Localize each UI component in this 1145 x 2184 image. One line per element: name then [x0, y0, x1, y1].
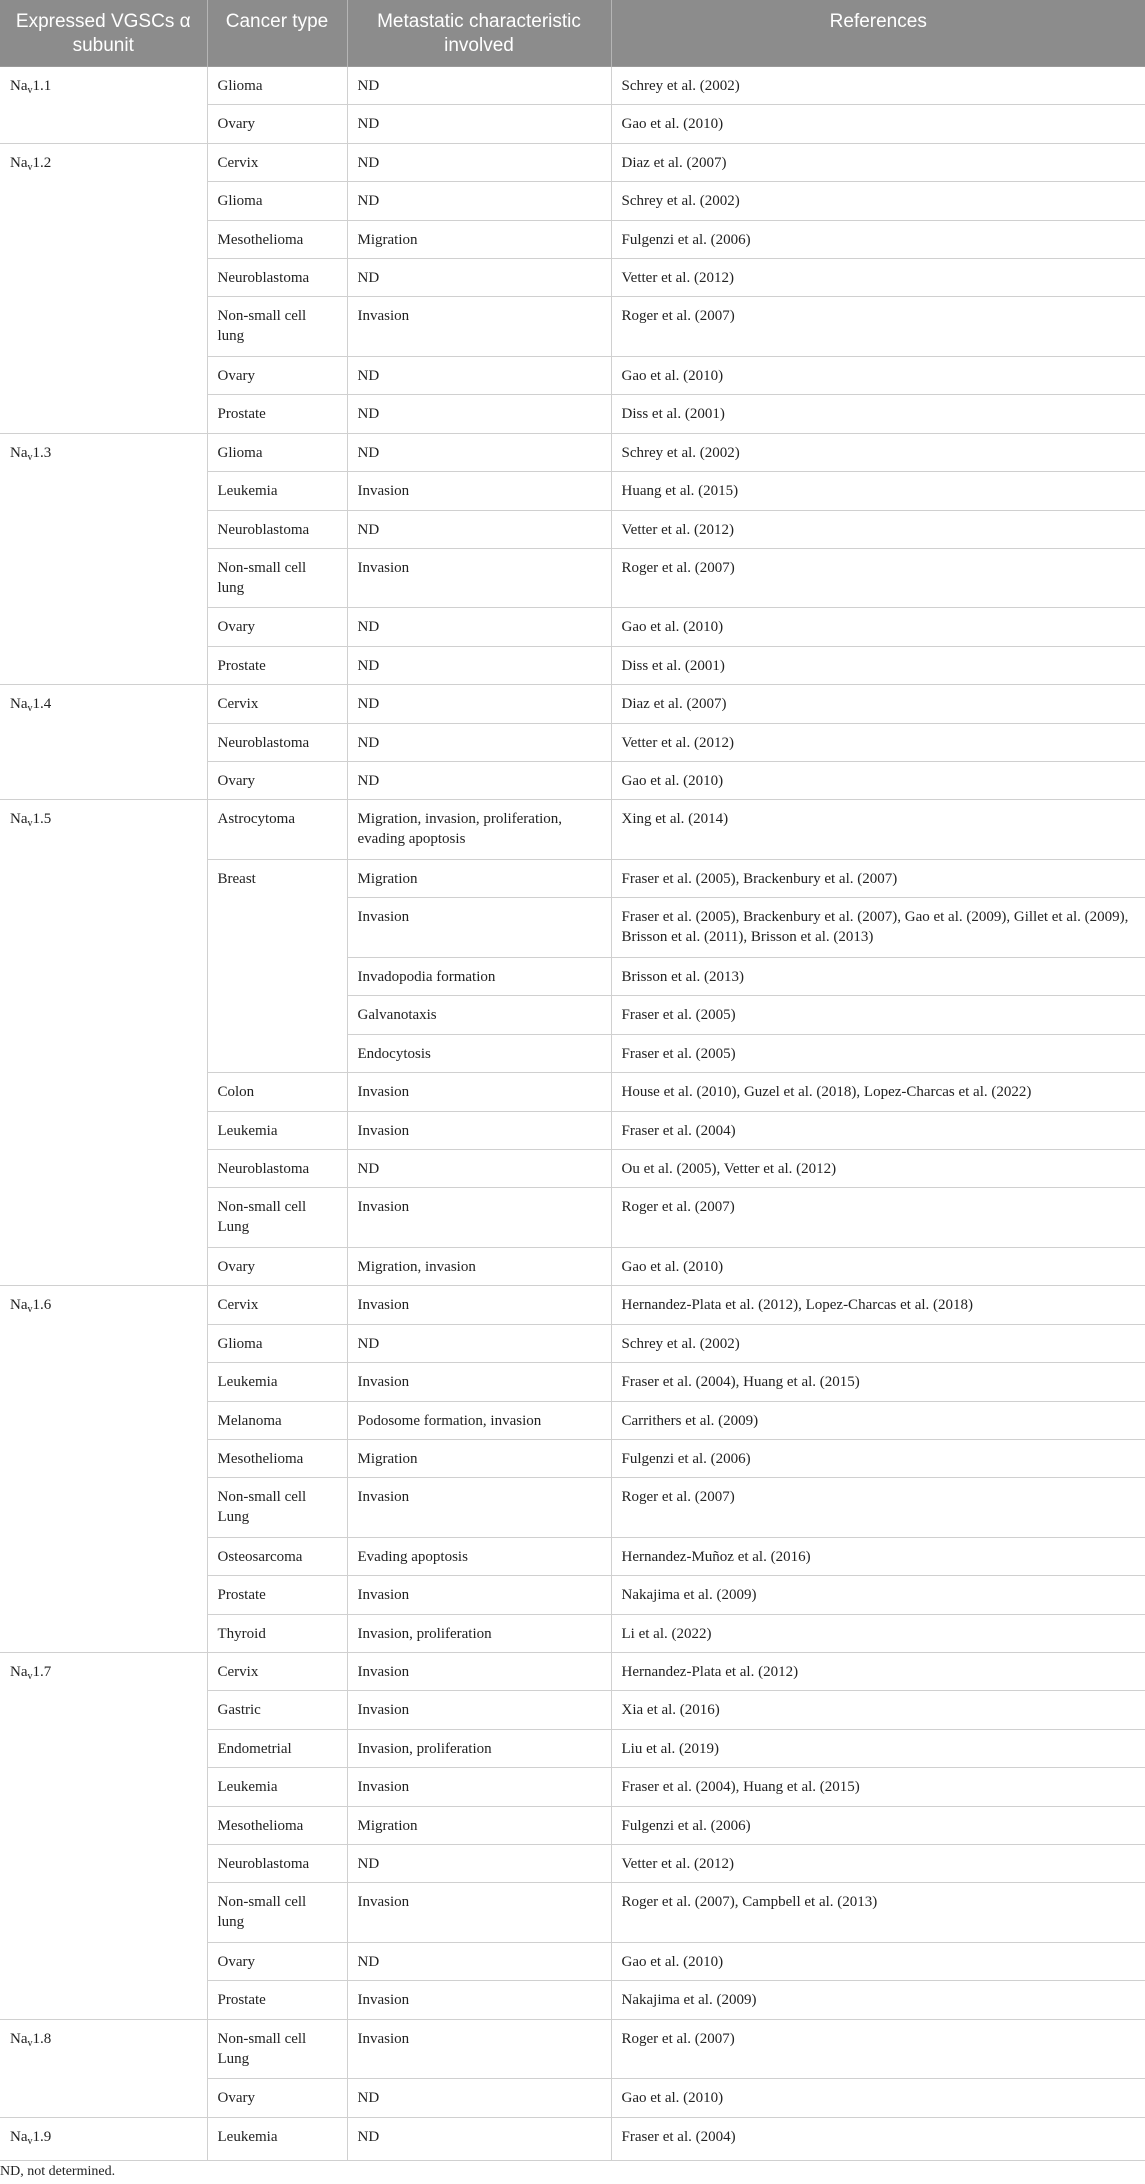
reference-cell: Liu et al. (2019)	[611, 1729, 1145, 1767]
reference-cell: Hernandez-Muñoz et al. (2016)	[611, 1537, 1145, 1575]
reference-cell: Vetter et al. (2012)	[611, 510, 1145, 548]
metastatic-cell: Invasion	[347, 1883, 611, 1943]
metastatic-cell: Evading apoptosis	[347, 1537, 611, 1575]
reference-cell: Carrithers et al. (2009)	[611, 1401, 1145, 1439]
metastatic-cell: Invasion	[347, 1768, 611, 1806]
metastatic-cell: ND	[347, 356, 611, 394]
header-subunit: Expressed VGSCs α subunit	[0, 0, 207, 67]
table-row	[0, 2117, 1145, 2160]
subunit-number: 1.3	[32, 444, 52, 461]
subunit-cell	[0, 2019, 207, 2117]
reference-cell: Nakajima et al. (2009)	[611, 1576, 1145, 1614]
cancer-type-cell: Glioma	[207, 67, 347, 105]
subunit-cell	[0, 685, 207, 800]
metastatic-cell: Invasion	[347, 898, 611, 958]
cancer-type-cell: Neuroblastoma	[207, 258, 347, 296]
metastatic-cell: Invasion	[347, 1111, 611, 1149]
metastatic-cell: Invasion, proliferation	[347, 1729, 611, 1767]
metastatic-cell: ND	[347, 1943, 611, 1981]
cancer-type-cell: Leukemia	[207, 2117, 347, 2160]
reference-cell: Gao et al. (2010)	[611, 1247, 1145, 1285]
subunit-subscript: v	[27, 703, 33, 715]
subunit-base: Na	[10, 444, 28, 461]
reference-cell: Roger et al. (2007)	[611, 548, 1145, 608]
subunit-number: 1.7	[32, 1664, 52, 1681]
metastatic-cell: Invasion	[347, 548, 611, 608]
metastatic-cell: Migration	[347, 220, 611, 258]
subunit-base: Na	[10, 2128, 28, 2145]
header-references: References	[611, 0, 1145, 67]
reference-cell: Fulgenzi et al. (2006)	[611, 1439, 1145, 1477]
metastatic-cell: Invasion	[347, 1073, 611, 1111]
metastatic-cell: ND	[347, 258, 611, 296]
cancer-type-cell: Prostate	[207, 1981, 347, 2019]
reference-cell: Diaz et al. (2007)	[611, 685, 1145, 723]
subunit-number: 1.9	[32, 2128, 52, 2145]
metastatic-cell: Podosome formation, invasion	[347, 1401, 611, 1439]
table-row	[0, 433, 1145, 471]
metastatic-cell: ND	[347, 2079, 611, 2117]
cancer-type-cell: Ovary	[207, 356, 347, 394]
cancer-type-cell: Ovary	[207, 2079, 347, 2117]
subunit-cell	[0, 2117, 207, 2160]
subunit-subscript: v	[27, 161, 33, 173]
reference-cell: Diaz et al. (2007)	[611, 143, 1145, 181]
metastatic-cell: ND	[347, 2117, 611, 2160]
table-row	[0, 1653, 1145, 1691]
cancer-type-cell: Mesothelioma	[207, 220, 347, 258]
subunit-cell	[0, 1286, 207, 1653]
cancer-type-cell: Prostate	[207, 395, 347, 433]
cancer-type-cell: Thyroid	[207, 1614, 347, 1652]
reference-cell: Fraser et al. (2004)	[611, 2117, 1145, 2160]
metastatic-cell: ND	[347, 1324, 611, 1362]
subunit-subscript: v	[27, 85, 33, 96]
subunit-cell	[0, 433, 207, 685]
metastatic-cell: ND	[347, 105, 611, 143]
cancer-type-cell: Leukemia	[207, 1363, 347, 1401]
reference-cell: Diss et al. (2001)	[611, 395, 1145, 433]
cancer-type-cell: Cervix	[207, 143, 347, 181]
cancer-type-cell: Astrocytoma	[207, 800, 347, 860]
header-row	[0, 0, 1145, 67]
metastatic-cell: Invasion	[347, 1478, 611, 1538]
table-header	[0, 0, 1145, 67]
reference-cell: Vetter et al. (2012)	[611, 1845, 1145, 1883]
subunit-cell	[0, 800, 207, 1286]
subunit-base: Na	[10, 811, 28, 828]
subunit-subscript: v	[27, 818, 33, 830]
metastatic-cell: Invasion	[347, 1981, 611, 2019]
reference-cell: Gao et al. (2010)	[611, 105, 1145, 143]
subunit-subscript: v	[27, 1671, 33, 1683]
metastatic-cell: Migration, invasion, proliferation, evading apoptosis	[347, 800, 611, 860]
cancer-type-cell: Glioma	[207, 1324, 347, 1362]
reference-cell: Schrey et al. (2002)	[611, 182, 1145, 220]
subunit-cell	[0, 1653, 207, 2020]
cancer-type-cell: Mesothelioma	[207, 1439, 347, 1477]
cancer-type-cell: Ovary	[207, 105, 347, 143]
metastatic-cell: Invasion	[347, 2019, 611, 2079]
table-row	[0, 2019, 1145, 2079]
reference-cell: Fraser et al. (2004), Huang et al. (2015)	[611, 1363, 1145, 1401]
reference-cell: Huang et al. (2015)	[611, 472, 1145, 510]
subunit-cell	[0, 67, 207, 144]
cancer-type-cell: Ovary	[207, 608, 347, 646]
reference-cell: Gao et al. (2010)	[611, 2079, 1145, 2117]
reference-cell: Roger et al. (2007)	[611, 1188, 1145, 1248]
cancer-type-cell: Glioma	[207, 433, 347, 471]
cancer-type-cell: Non-small cell Lung	[207, 2019, 347, 2079]
reference-cell: House et al. (2010), Guzel et al. (2018), Lopez-Charcas et al. (2022)	[611, 1073, 1145, 1111]
metastatic-cell: ND	[347, 608, 611, 646]
metastatic-cell: ND	[347, 395, 611, 433]
cancer-type-cell: Non-small cell Lung	[207, 1478, 347, 1538]
metastatic-cell: Invasion	[347, 1691, 611, 1729]
metastatic-cell: ND	[347, 646, 611, 684]
subunit-number: 1.2	[32, 154, 52, 171]
subunit-subscript: v	[27, 2037, 33, 2049]
metastatic-cell: Galvanotaxis	[347, 996, 611, 1034]
metastatic-cell: Invasion	[347, 1363, 611, 1401]
header-metastatic: Metastatic characteristic involved	[347, 0, 611, 67]
cancer-type-cell: Ovary	[207, 1247, 347, 1285]
reference-cell: Hernandez-Plata et al. (2012)	[611, 1653, 1145, 1691]
subunit-base: Na	[10, 696, 28, 713]
reference-cell: Hernandez-Plata et al. (2012), Lopez-Charcas et al. (2018)	[611, 1286, 1145, 1324]
metastatic-cell: Invasion	[347, 1653, 611, 1691]
metastatic-cell: Invasion	[347, 1576, 611, 1614]
reference-cell: Diss et al. (2001)	[611, 646, 1145, 684]
subunit-base: Na	[10, 1297, 28, 1314]
reference-cell: Gao et al. (2010)	[611, 356, 1145, 394]
cancer-type-cell: Prostate	[207, 1576, 347, 1614]
metastatic-cell: ND	[347, 762, 611, 800]
subunit-number: 1.4	[32, 696, 52, 713]
subunit-number: 1.6	[32, 1297, 52, 1314]
metastatic-cell: Invadopodia formation	[347, 958, 611, 996]
table-row	[0, 143, 1145, 181]
reference-cell: Fulgenzi et al. (2006)	[611, 1806, 1145, 1844]
cancer-type-cell: Neuroblastoma	[207, 723, 347, 761]
table-body	[0, 67, 1145, 2161]
reference-cell: Schrey et al. (2002)	[611, 1324, 1145, 1362]
subunit-subscript: v	[27, 2135, 33, 2147]
cancer-type-cell: Colon	[207, 1073, 347, 1111]
subunit-cell	[0, 143, 207, 433]
metastatic-cell: ND	[347, 510, 611, 548]
cancer-type-cell: Breast	[207, 860, 347, 1073]
cancer-type-cell: Endometrial	[207, 1729, 347, 1767]
reference-cell: Schrey et al. (2002)	[611, 433, 1145, 471]
cancer-type-cell: Cervix	[207, 1653, 347, 1691]
subunit-number: 1.1	[32, 78, 52, 94]
cancer-type-cell: Neuroblastoma	[207, 510, 347, 548]
table-row	[0, 1286, 1145, 1324]
reference-cell: Schrey et al. (2002)	[611, 67, 1145, 105]
cancer-type-cell: Ovary	[207, 1943, 347, 1981]
cancer-type-cell: Osteosarcoma	[207, 1537, 347, 1575]
table-footnote: ND, not determined.	[0, 2164, 116, 2179]
reference-cell: Roger et al. (2007), Campbell et al. (2013)	[611, 1883, 1145, 1943]
reference-cell: Fraser et al. (2005)	[611, 996, 1145, 1034]
metastatic-cell: ND	[347, 182, 611, 220]
reference-cell: Xia et al. (2016)	[611, 1691, 1145, 1729]
reference-cell: Brisson et al. (2013)	[611, 958, 1145, 996]
subunit-base: Na	[10, 1664, 28, 1681]
reference-cell: Roger et al. (2007)	[611, 1478, 1145, 1538]
cancer-type-cell: Glioma	[207, 182, 347, 220]
reference-cell: Roger et al. (2007)	[611, 297, 1145, 357]
metastatic-cell: Migration, invasion	[347, 1247, 611, 1285]
metastatic-cell: ND	[347, 67, 611, 105]
metastatic-cell: Invasion	[347, 1286, 611, 1324]
cancer-type-cell: Leukemia	[207, 472, 347, 510]
reference-cell: Gao et al. (2010)	[611, 762, 1145, 800]
table-row	[0, 685, 1145, 723]
cancer-type-cell: Neuroblastoma	[207, 1845, 347, 1883]
reference-cell: Nakajima et al. (2009)	[611, 1981, 1145, 2019]
cancer-type-cell: Cervix	[207, 1286, 347, 1324]
metastatic-cell: ND	[347, 685, 611, 723]
cancer-type-cell: Non-small cell lung	[207, 297, 347, 357]
metastatic-cell: ND	[347, 143, 611, 181]
cancer-type-cell: Cervix	[207, 685, 347, 723]
metastatic-cell: Migration	[347, 1439, 611, 1477]
reference-cell: Li et al. (2022)	[611, 1614, 1145, 1652]
subunit-subscript: v	[27, 1304, 33, 1316]
subunit-number: 1.8	[32, 2030, 52, 2047]
reference-cell: Xing et al. (2014)	[611, 800, 1145, 860]
cancer-type-cell: Mesothelioma	[207, 1806, 347, 1844]
cancer-type-cell: Leukemia	[207, 1768, 347, 1806]
cancer-type-cell: Melanoma	[207, 1401, 347, 1439]
cancer-type-cell: Non-small cell lung	[207, 548, 347, 608]
metastatic-cell: Invasion, proliferation	[347, 1614, 611, 1652]
reference-cell: Gao et al. (2010)	[611, 608, 1145, 646]
reference-cell: Fraser et al. (2005)	[611, 1034, 1145, 1072]
subunit-base: Na	[10, 154, 28, 171]
reference-cell: Ou et al. (2005), Vetter et al. (2012)	[611, 1149, 1145, 1187]
metastatic-cell: Migration	[347, 1806, 611, 1844]
metastatic-cell: Endocytosis	[347, 1034, 611, 1072]
metastatic-cell: Invasion	[347, 297, 611, 357]
reference-cell: Fraser et al. (2005), Brackenbury et al. (2007)	[611, 860, 1145, 898]
cancer-type-cell: Non-small cell lung	[207, 1883, 347, 1943]
metastatic-cell: Migration	[347, 860, 611, 898]
header-cancer-type: Cancer type	[207, 0, 347, 67]
reference-cell: Fraser et al. (2004)	[611, 1111, 1145, 1149]
metastatic-cell: ND	[347, 1149, 611, 1187]
metastatic-cell: Invasion	[347, 1188, 611, 1248]
subunit-number: 1.5	[32, 811, 52, 828]
reference-cell: Fraser et al. (2004), Huang et al. (2015)	[611, 1768, 1145, 1806]
metastatic-cell: ND	[347, 723, 611, 761]
reference-cell: Gao et al. (2010)	[611, 1943, 1145, 1981]
reference-cell: Roger et al. (2007)	[611, 2019, 1145, 2079]
subunit-subscript: v	[27, 451, 33, 463]
reference-cell: Fulgenzi et al. (2006)	[611, 220, 1145, 258]
table-row	[0, 67, 1145, 105]
metastatic-cell: ND	[347, 1845, 611, 1883]
reference-cell: Vetter et al. (2012)	[611, 723, 1145, 761]
metastatic-cell: ND	[347, 433, 611, 471]
subunit-base: Na	[10, 2030, 28, 2047]
cancer-type-cell: Prostate	[207, 646, 347, 684]
reference-cell: Vetter et al. (2012)	[611, 258, 1145, 296]
metastatic-cell: Invasion	[347, 472, 611, 510]
subunit-base: Na	[10, 78, 28, 94]
cancer-type-cell: Ovary	[207, 762, 347, 800]
cancer-type-cell: Neuroblastoma	[207, 1149, 347, 1187]
reference-cell: Fraser et al. (2005), Brackenbury et al. (2007), Gao et al. (2009), Gillet et al. (2009), Brisson et al. (2011), Brisson et al. (2013)	[611, 898, 1145, 958]
cancer-type-cell: Non-small cell Lung	[207, 1188, 347, 1248]
table-row	[0, 800, 1145, 860]
cancer-type-cell: Gastric	[207, 1691, 347, 1729]
cancer-type-cell: Leukemia	[207, 1111, 347, 1149]
